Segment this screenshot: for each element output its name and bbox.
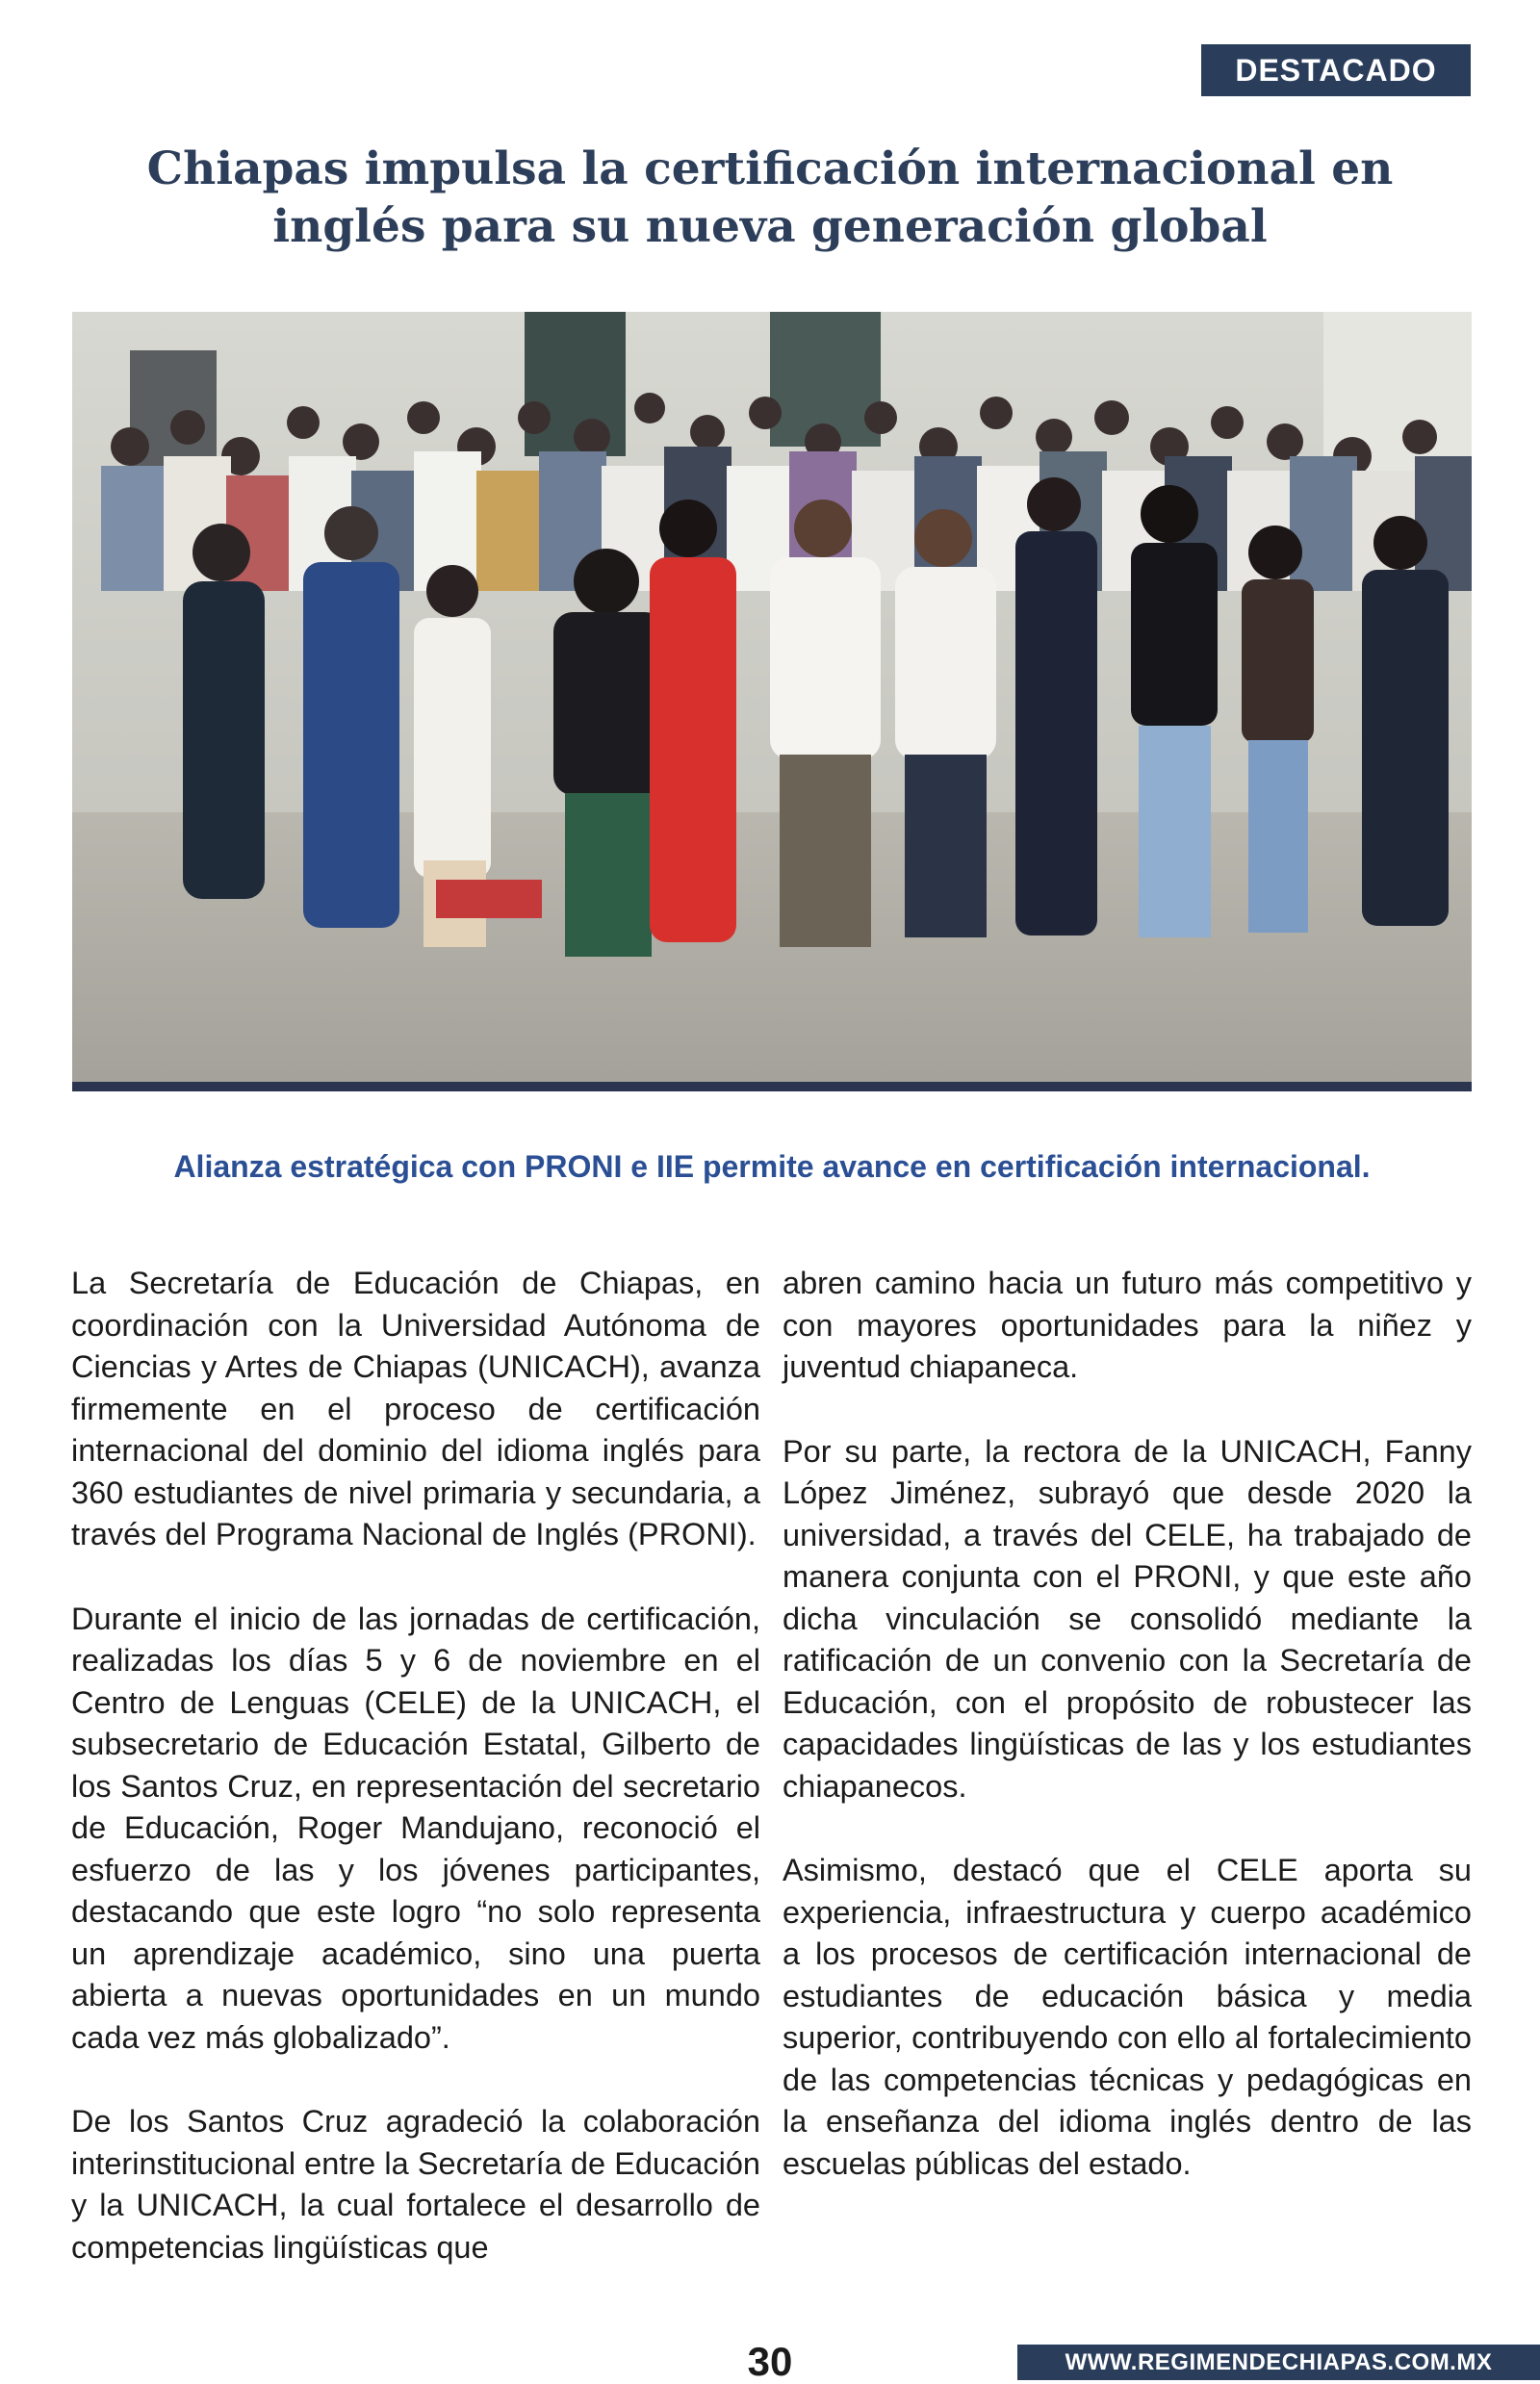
article-paragraph: Durante el inicio de las jornadas de certificación, realizadas los días 5 y 6 de noviembre en el Centro de Lenguas (CELE) de la UNICACH, el subsecretario de Educación Estatal, Gilberto de los Santos Cruz, en representación del secretario de Educación, Roger Mandujano, reconoció el esfuerzo de las y los jóvenes participantes, destacando que este logro “no solo representa un aprendizaje académico, sino una puerta abierta a nuevas oportunidades en un mundo cada vez más globalizado”. [71,1601,760,2055]
article-column-right [783,1263,1472,2227]
group-photo-illustration [72,312,1472,1091]
article-headline: Chiapas impulsa la certificación internacional en inglés para su nueva generación global [146,142,1394,253]
article-paragraph: Por su parte, la rectora de la UNICACH, Fanny López Jiménez, subrayó que desde 2020 la universidad, a través del CELE, ha trabajado de manera conjunta con el PRONI, y que este año dicha vinculación se consolidó mediante la ratificación de un convenio con la Secretaría de Educación, con el propósito de robustecer las capacidades lingüísticas de las y los estudiantes chiapanecos. [783,1433,1472,1804]
page-number: 30 [747,2339,793,2384]
article-column-left [71,1263,760,2311]
group-photo [72,312,1472,1091]
article-paragraph: De los Santos Cruz agradeció la colaboración interinstitucional entre la Secretaría de Educación y la UNICACH, la cual fortalece el desarrollo de competencias lingüísticas que [71,2104,760,2265]
website-footer[interactable]: WWW.REGIMENDECHIAPAS.COM.MX [1017,2345,1540,2380]
article-paragraph: Asimismo, destacó que el CELE aporta su experiencia, infraestructura y cuerpo académico a los procesos de certificación internacional de estudiantes de educación básica y media superior, contribuyendo con ello al fortalecimiento de las competencias técnicas y pedagógicas en la enseñanza del idioma inglés dentro de las escuelas públicas del estado. [783,1853,1472,2181]
photo-caption: Alianza estratégica con PRONI e IIE permite avance en certificación internacional. [173,1149,1371,1184]
article-paragraph: abren camino hacia un futuro más competitivo y con mayores oportunidades para la niñez y juventud chiapaneca. [783,1266,1472,1384]
article-paragraph: La Secretaría de Educación de Chiapas, en coordinación con la Universidad Autónoma de Ciencias y Artes de Chiapas (UNICACH), avanza firmemente en el proceso de certificación internacional del dominio del idioma inglés para 360 estudiantes de nivel primaria y secundaria, a través del Programa Nacional de Inglés (PRONI). [71,1266,760,1551]
section-tag: DESTACADO [1201,44,1471,96]
